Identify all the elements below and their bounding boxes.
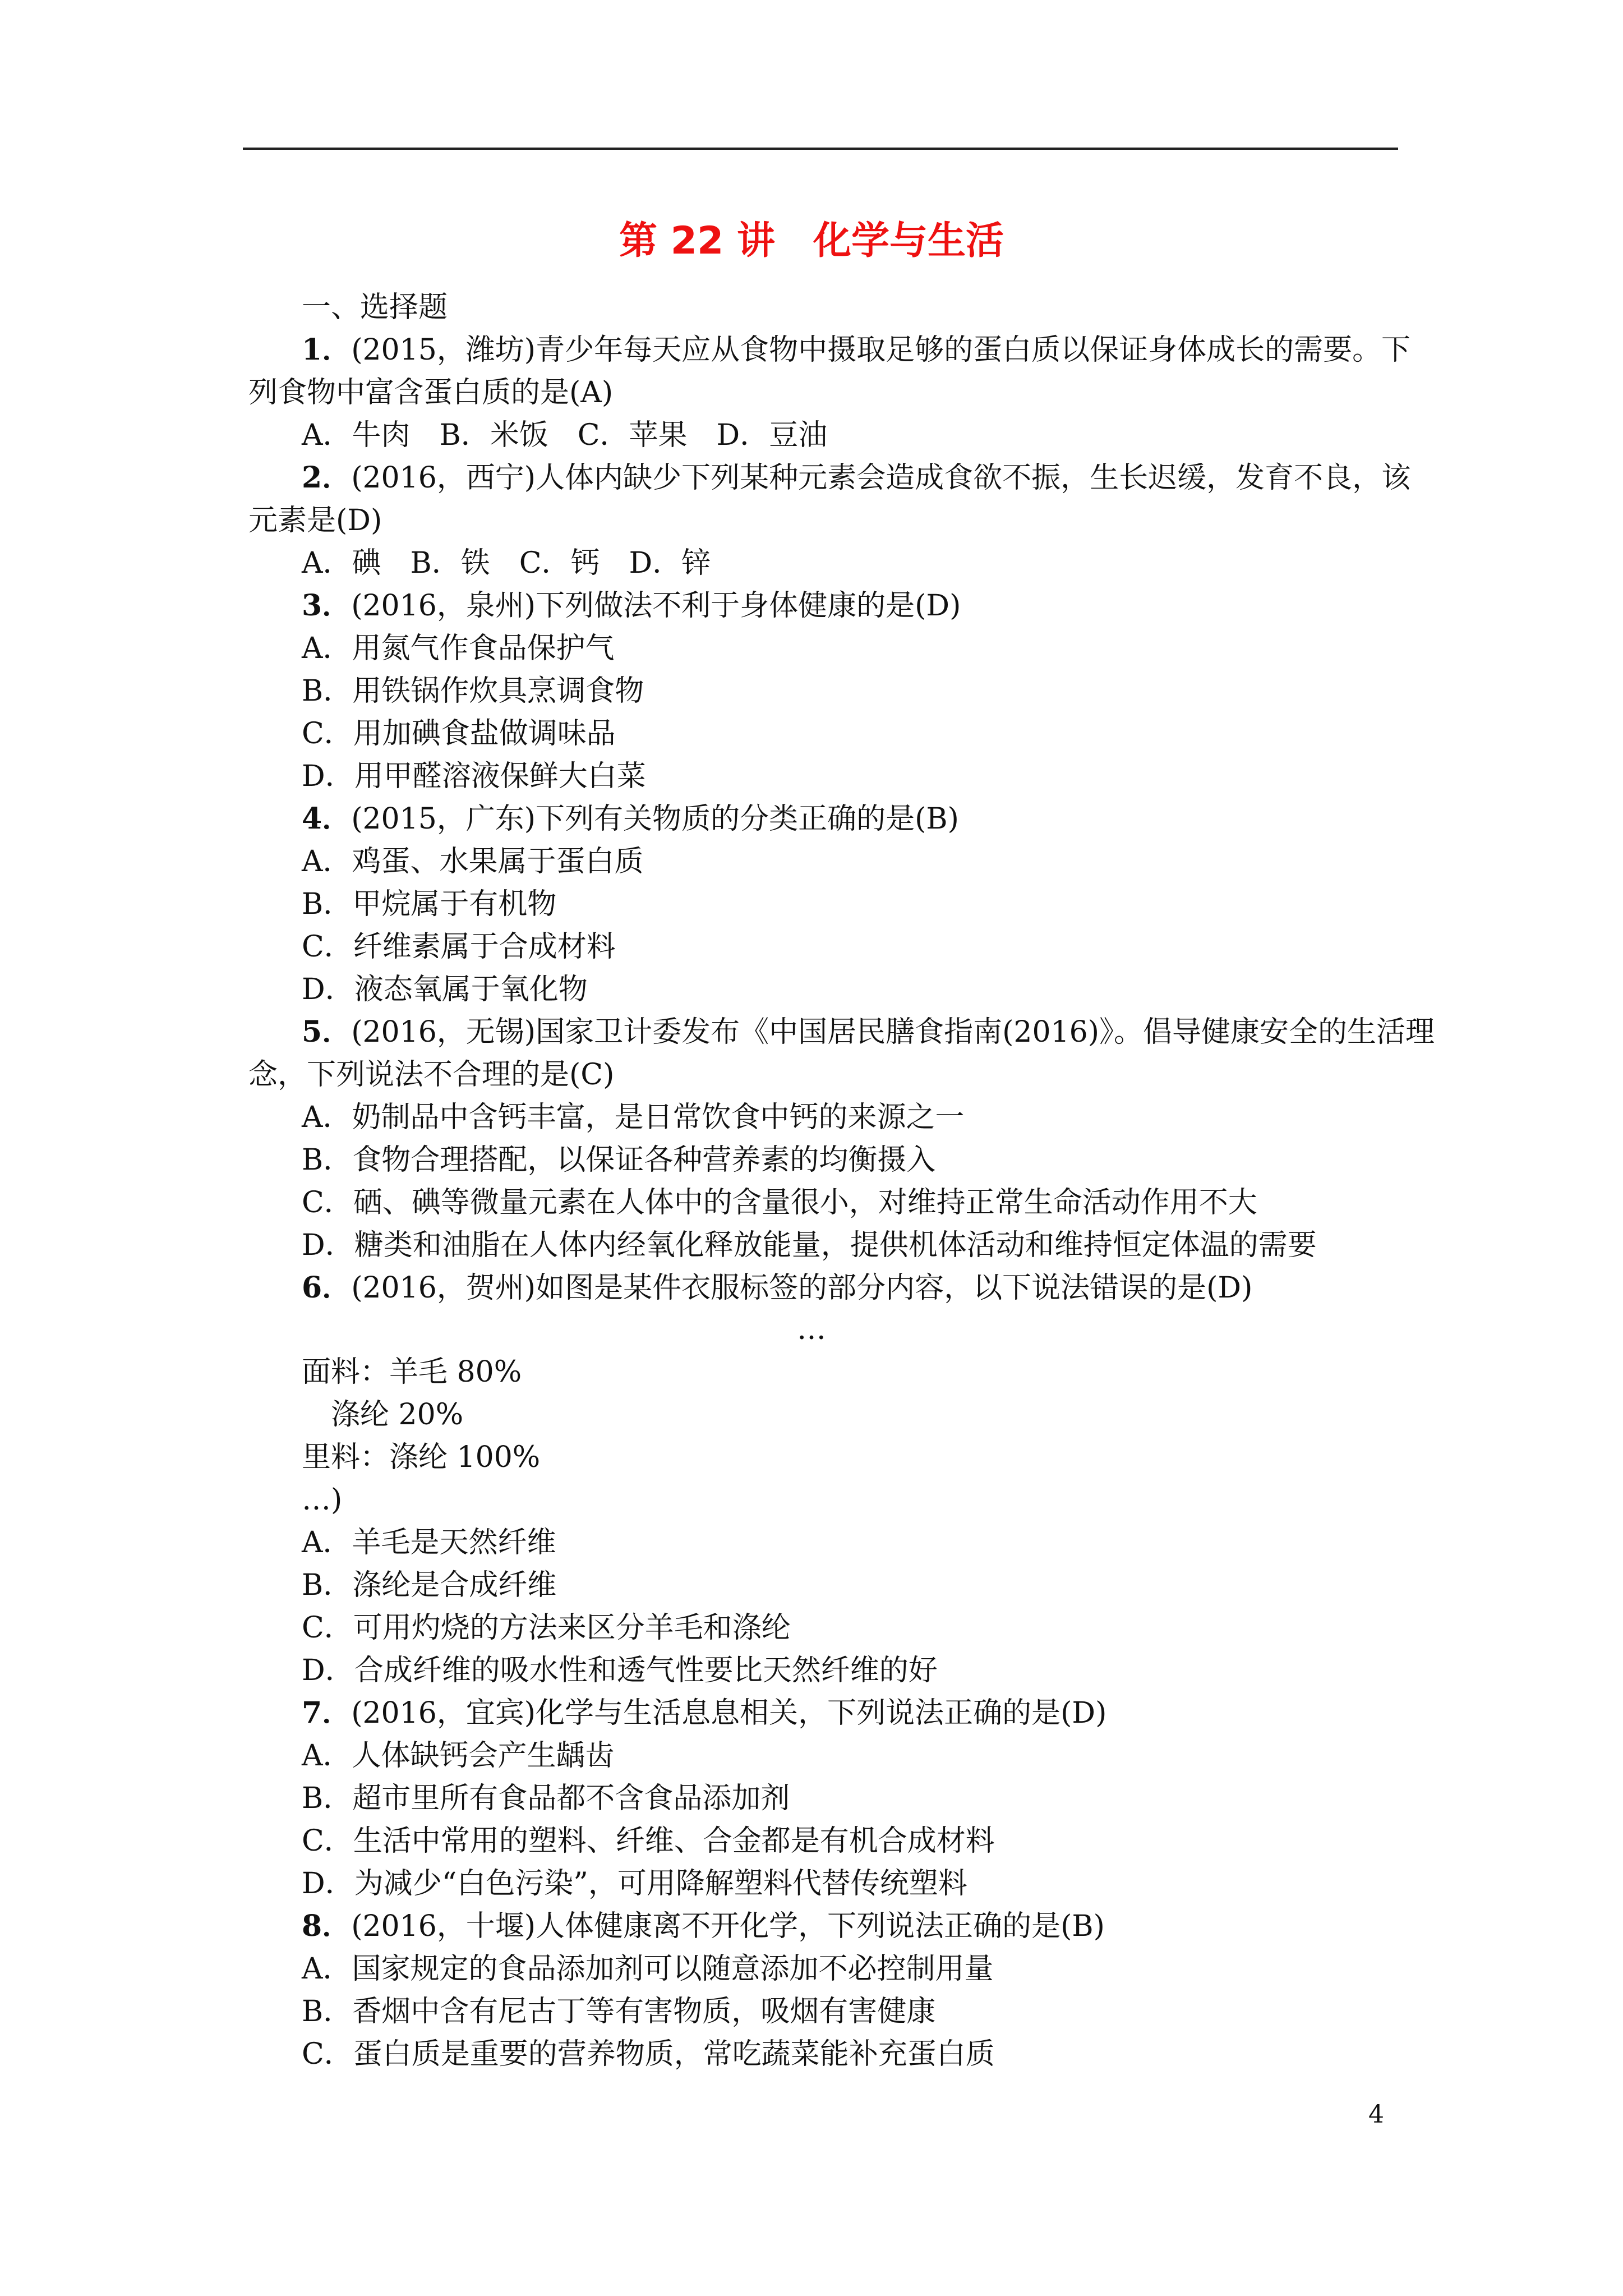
question-number: 2． <box>302 461 352 495</box>
question-1-options: A．牛肉 B．米饭 C．苹果 D．豆油 <box>302 418 828 452</box>
question-2-line-1: 2．(2016，西宁)人体内缺少下列某种元素会造成食欲不振，生长迟缓，发育不良，该 <box>302 461 1411 495</box>
label-ellipsis-top: … <box>797 1313 826 1346</box>
question-7-option-d: D．为减少“白色污染”，可用降解塑料代替传统塑料 <box>302 1867 967 1901</box>
question-2-options: A．碘 B．铁 C．钙 D．锌 <box>302 546 711 580</box>
question-number: 4． <box>302 802 352 836</box>
question-3-option-b: B．用铁锅作炊具烹调食物 <box>302 674 644 708</box>
question-7-option-c: C．生活中常用的塑料、纤维、合金都是有机合成材料 <box>302 1824 995 1858</box>
question-5-option-a: A．奶制品中含钙丰富，是日常饮食中钙的来源之一 <box>302 1101 965 1134</box>
page-number: 4 <box>1368 2100 1384 2129</box>
question-8-option-b: B．香烟中含有尼古丁等有害物质，吸烟有害健康 <box>302 1995 936 2028</box>
question-4-option-c: C．纤维素属于合成材料 <box>302 930 616 964</box>
question-number: 3． <box>302 588 352 623</box>
question-number: 8． <box>302 1909 352 1943</box>
question-8-option-a: A．国家规定的食品添加剂可以随意添加不必控制用量 <box>302 1952 994 1986</box>
question-number: 7． <box>302 1696 352 1730</box>
question-2-line-2: 元素是(D) <box>248 504 382 537</box>
label-fabric-2: 涤纶 20% <box>331 1398 464 1432</box>
section-heading: 一、选择题 <box>302 291 448 324</box>
question-6-option-b: B．涤纶是合成纤维 <box>302 1568 557 1602</box>
header-rule <box>243 148 1398 150</box>
question-4-option-a: A．鸡蛋、水果属于蛋白质 <box>302 845 644 878</box>
question-7-line-1: 7．(2016，宜宾)化学与生活息息相关，下列说法正确的是(D) <box>302 1696 1107 1730</box>
question-5-option-c: C．硒、碘等微量元素在人体中的含量很小，对维持正常生命活动作用不大 <box>302 1186 1257 1220</box>
question-3-option-d: D．用甲醛溶液保鲜大白菜 <box>302 760 646 793</box>
question-8-line-1: 8．(2016，十堰)人体健康离不开化学，下列说法正确的是(B) <box>302 1909 1105 1943</box>
question-4-option-d: D．液态氧属于氧化物 <box>302 973 588 1006</box>
question-8-option-c: C．蛋白质是重要的营养物质，常吃蔬菜能补充蛋白质 <box>302 2037 995 2071</box>
label-fabric: 面料：羊毛 80% <box>302 1355 522 1389</box>
question-7-option-a: A．人体缺钙会产生龋齿 <box>302 1739 615 1773</box>
question-5-line-2: 念，下列说法不合理的是(C) <box>248 1058 615 1092</box>
question-7-option-b: B．超市里所有食品都不含食品添加剂 <box>302 1782 790 1815</box>
question-3-line-1: 3．(2016，泉州)下列做法不利于身体健康的是(D) <box>302 588 961 623</box>
question-6-option-a: A．羊毛是天然纤维 <box>302 1526 556 1559</box>
label-ellipsis-bottom: …) <box>302 1483 343 1517</box>
label-lining: 里料：涤纶 100% <box>302 1441 541 1474</box>
question-number: 6． <box>302 1271 352 1305</box>
question-number: 1． <box>302 333 352 367</box>
question-5-option-d: D．糖类和油脂在人体内经氧化释放能量，提供机体活动和维持恒定体温的需要 <box>302 1228 1317 1262</box>
question-1-line-1: 1．(2015，潍坊)青少年每天应从食物中摄取足够的蛋白质以保证身体成长的需要。下 <box>302 333 1411 367</box>
question-6-option-c: C．可用灼烧的方法来区分羊毛和涤纶 <box>302 1611 791 1645</box>
question-4-option-b: B．甲烷属于有机物 <box>302 887 557 921</box>
question-6-option-d: D．合成纤维的吸水性和透气性要比天然纤维的好 <box>302 1654 938 1687</box>
question-3-option-a: A．用氮气作食品保护气 <box>302 632 615 665</box>
question-5-option-b: B．食物合理搭配，以保证各种营养素的均衡摄入 <box>302 1143 936 1177</box>
question-4-line-1: 4．(2015，广东)下列有关物质的分类正确的是(B) <box>302 802 959 836</box>
question-5-line-1: 5．(2016，无锡)国家卫计委发布《中国居民膳食指南(2016)》。倡导健康安全的生活理 <box>302 1015 1435 1049</box>
question-1-line-2: 列食物中富含蛋白质的是(A) <box>248 376 614 409</box>
question-6-line-1: 6．(2016，贺州)如图是某件衣服标签的部分内容，以下说法错误的是(D) <box>302 1271 1253 1305</box>
question-3-option-c: C．用加碘食盐做调味品 <box>302 717 616 751</box>
page-title: 第 22 讲 化学与生活 <box>619 219 1004 263</box>
question-number: 5． <box>302 1015 352 1049</box>
